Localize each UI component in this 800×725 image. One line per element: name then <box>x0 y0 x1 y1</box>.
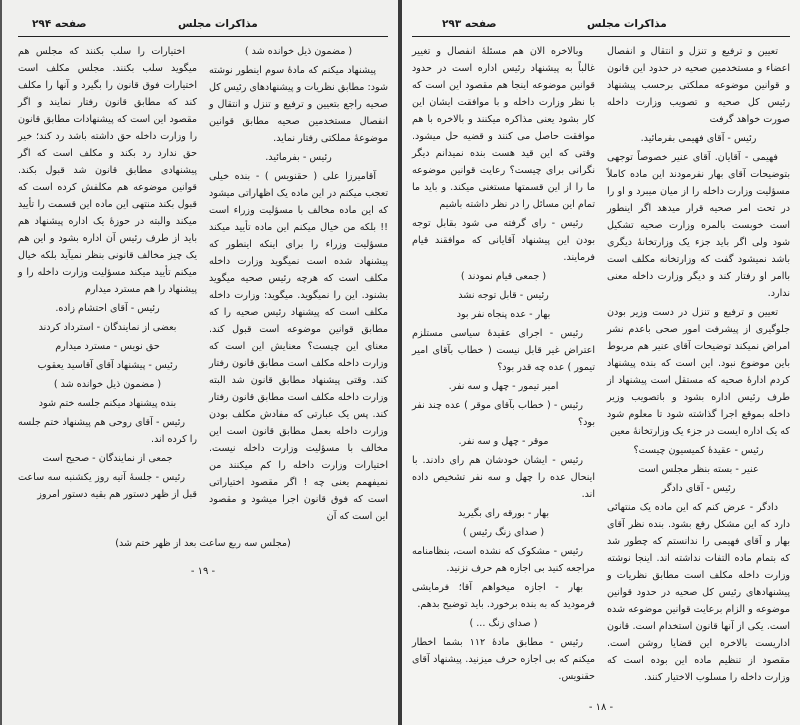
page-header <box>18 0 388 37</box>
speaker-line: عنیر - بسته بنظر مجلس است <box>638 464 759 475</box>
page-label: صفحه ۲۹۴ <box>32 18 87 30</box>
paragraph: رئیس - آقای روحی هم پیشنهاد ختم جلسه را کرده اند. <box>18 417 197 445</box>
paragraph: رئیس - ایشان خودشان هم رای دادند. با اینحال عده را چهل و سه نفر تشخیص داده اند. <box>412 455 595 500</box>
columns <box>412 43 790 688</box>
paragraph: فهیمی - آقایان. آقای عنیر خصوصاً توجهی بتوضیحات آقای بهار نفرمودند این ماده کاملاً مسؤلیت وزارت داخله را از میان میبرد و او را در تحت امر صحیه قرار میدهد اگر اینطور است خوبست بالمره وزارت صحیه تشکیل شود ولی اگر باید جزء یک وزارتخانهٔ دیگری باشد نمیشود گفت که وزارتخانه مکلف است باامر او رفتار کند و دیگر وزارت داخله معنی ندارد. <box>607 152 790 299</box>
speaker-line: بهار - بورقه رای بگیرید <box>458 508 549 519</box>
paragraph: تعیین و ترفیع و تنزل و انتقال و انفصال اعضاء و مستخدمین صحیه در حدود این قانون و قوانین موضوعه مملکتی برحسب پیشنهاد رئیس کل صحیه و تصویب وزارت داخله صورت خواهد گرفت <box>607 46 790 125</box>
speaker-line: رئیس - قابل توجه نشد <box>458 290 549 301</box>
note: ( صدای زنگ ... ) <box>469 618 538 629</box>
page-title: مذاکرات مجلس <box>587 18 667 30</box>
speaker-line: حق نویس - مسترد میدارم <box>55 341 160 352</box>
paragraph: رئیس - ( خطاب بآقای موقر ) عده چند نفر بود؟ <box>412 400 595 428</box>
column-left <box>412 43 595 687</box>
column-right <box>607 43 790 688</box>
page-label: صفحه ۲۹۳ <box>442 18 497 30</box>
note: ( صدای زنگ رئیس ) <box>462 527 545 538</box>
note: ( مضمون ذیل خوانده شد ) <box>244 46 353 57</box>
speaker-line: رئیس - آقای دادگر <box>661 483 736 494</box>
speaker-line: رئیس - آقای فهیمی بفرمائید. <box>640 133 757 144</box>
paragraph: پیشنهاد میکنم که مادهٔ سوم اینطور نوشته شود: مطابق نظریات و پیشنهادهای رئیس کل صحیه راجع بتعیین و ترفیع و تنزل و انتقال و انفصال مستخدمین صحیه مطابق قوانین موضوعهٔ مملکتی رفتار نماید. <box>209 65 388 144</box>
column-right <box>209 43 388 527</box>
paragraph: رئیس - مطابق مادهٔ ۱۱۲ بشما اخطار میکنم که بی اجازه حرف میزنید. پیشنهاد آقای حقنویس. <box>412 637 595 682</box>
paragraph: تعیین و ترفیع و تنزل در دست وزیر بودن جلوگیری از پیشرفت امور صحی باعدم نشر امراض نمیکند توضیحات آقای عنیر هم مربوط باین موضوع نبود. این است که بنده پیشنهاد کردم ادارهٔ صحیه که مستقل است پیشنهاد از طرف رئیس اداره بشود و باتصویب وزیر داخله بموقع اجرا گذاشته شود تا معلوم شود که یک اداره ایست در جزء یک وزارتخانهٔ معین <box>607 307 790 437</box>
speaker-line: امیر تیمور - چهل و سه نفر. <box>448 381 559 392</box>
right-page <box>400 0 800 725</box>
page-header <box>412 0 790 37</box>
paragraph: رئیس - مشکوک که نشده است، بنظامنامه مراجعه کنید بی اجازه هم حرف نزنید. <box>412 546 595 574</box>
page-title: مذاکرات مجلس <box>178 18 258 30</box>
note: ( جمعی قیام نمودند ) <box>460 271 547 282</box>
speaker-line: بهار - عده پنجاه نفر بود <box>456 309 551 320</box>
paragraph: دادگر - عرض کنم که این ماده یک منتهائی دارد که این مشکل رفع بشود. بنده نظر آقای بهار و آقای فهیمی را ندانستم که چطور شد که بتمام ماده التفات نداشته اند. اینجا نوشته وزارت داخله مکلف است مطابق نظریات و پیشنهادهای رئیس کل صحیه در حدود قوانین موضوعه و الزام برعایت قوانین موضوعه شده است. یکی از آنها قانون استخدام است. قانون اداریست بالاخره این قضایا روشن است. مقصود از تنظیم ماده این بوده است که وزارت داخله را مسلوب الاختیار کنند. <box>607 502 790 683</box>
paragraph: وبالاخره الان هم مسئلهٔ انفصال و تغییر غالباً به پیشنهاد رئیس اداره است در حدود قوانین موضوعه اینجا هم مقصود این است که با نظر وزارت داخله و با موافقت ایشان این کار بشود یعنی مذاکره میکنند و بالاخره با هم موافقت حاصل می کنند و قضیه حل میشود. وقتی که این قید هست بنده نمیدانم دیگر نگرانی برای چیست؟ رعایت قوانین موضوعه ما را از این قسمتها مستغنی میکند. و باید ما تمام این مسائل را در نظر داشته باشیم <box>412 46 595 210</box>
note: ( مضمون ذیل خوانده شد ) <box>53 379 162 390</box>
note: بنده پیشنهاد میکنم جلسه ختم شود <box>38 398 177 409</box>
speaker-line: رئیس - بفرمائید. <box>265 152 332 163</box>
paragraph: رئیس - اجرای عقیدهٔ سیاسی مستلزم اعتراض غیر قابل نیست ( خطاب بآقای امیر تیمور ) عده چه قدر بود؟ <box>412 328 595 373</box>
paragraph: بهار - اجازه میخواهم آقا؛ فرمایشی فرمودید که به بنده برخورد. باید توضیح بدهم. <box>412 582 595 610</box>
column-left <box>18 43 197 505</box>
paragraph: اختیارات را سلب بکنند که مجلس هم میگوید سلب بکنند. مجلس مکلف است اختیارات فوق قانون را بگیرد و آنها را مکلف کند که مطابق قانون رفتار نمایند و اگر مقصود این است که پیشنهادات مطابق قانون را وزارت داخله حق داشته باشد رد کند؛ خیر حق ندارد رد بکند و مکلف است که اگر پیشنهادی مطابق قانون شد قبول بکند. قوانین موضوعه هم مکلفش کرده است که قبول بکند منتهی این ماده این قسمت را تأیید میکند والبته در حوزهٔ یک اداره پیشنهاد هم باید از طرف رئیس آن اداره بشود و این هم یک چیز مخالف قانونی بنظر نمیآید بلکه خیال میکنم تأیید میکند مسؤلیت وزارت داخله را و پیشنهاد را هم مسترد میدارم <box>18 46 197 295</box>
paragraph: آقامیرزا علی ( حقنویس ) - بنده خیلی تعجب میکنم در این ماده یک اظهاراتی میشود که این ماده مخالف با مسؤلیت وزراء است !! بلکه من خیال میکنم این ماده تأیید میکند مسؤلیت وزراء را برای اینکه اینطور که پیشنهاد شده است نمیگوید وزارت داخله مکلف است که هرچه رئیس صحیه میگوید بشنود. این را نمیگوید. میگوید: وزارت داخله مکلف است که پیشنهاد رئیس صحیه را که مطابق قوانین موضوعه است قبول کند. معنای این چیست؟ معنایش این است که وزارت داخله مکلف است مطابق قانون رفتار کند. وقتی پیشنهاد مطابق قانون شد البته وزارت داخله مکلف است مطابق قانون رفتار کند. پس یک عبارتی که مفادش مکلف بودن وزارت داخله بعمل مطابق قانون است این مخالف با مسؤلیت وزارت داخله نیست. اختیارات وزارت داخله را کم میکنند من نمیفهمم یعنی چه ! اگر مقصود اختیاراتی است که فوق قانون اجرا میشود و مقصود این است که آن <box>209 171 388 522</box>
session-closing-note: (مجلس سه ربع ساعت بعد از ظهر ختم شد) <box>115 538 291 549</box>
speaker-line: رئیس - پیشنهاد آقای آقاسید یعقوب <box>37 360 178 371</box>
speaker-line: بعضی از نمایندگان - استرداد کردند <box>38 322 177 333</box>
speaker-line: رئیس - آقای احتشام زاده. <box>55 303 160 314</box>
page-number: - ۱۸ - <box>588 702 614 713</box>
columns <box>18 43 388 527</box>
paragraph: رئیس - جلسهٔ آتیه روز یکشنبه سه ساعت قبل از ظهر دستور هم بقیه دستور امروز <box>18 472 197 500</box>
page-number: - ۱۹ - <box>190 566 216 577</box>
speaker-line: موقر - چهل و سه نفر. <box>458 436 549 447</box>
paragraph: رئیس - رای گرفته می شود بقابل توجه بودن این پیشنهاد آقایانی که موافقند قیام فرمایند. <box>412 218 595 263</box>
speaker-line: رئیس - عقیدهٔ کمیسیون چیست؟ <box>633 445 764 456</box>
speaker-line: جمعی از نمایندگان - صحیح است <box>42 453 173 464</box>
